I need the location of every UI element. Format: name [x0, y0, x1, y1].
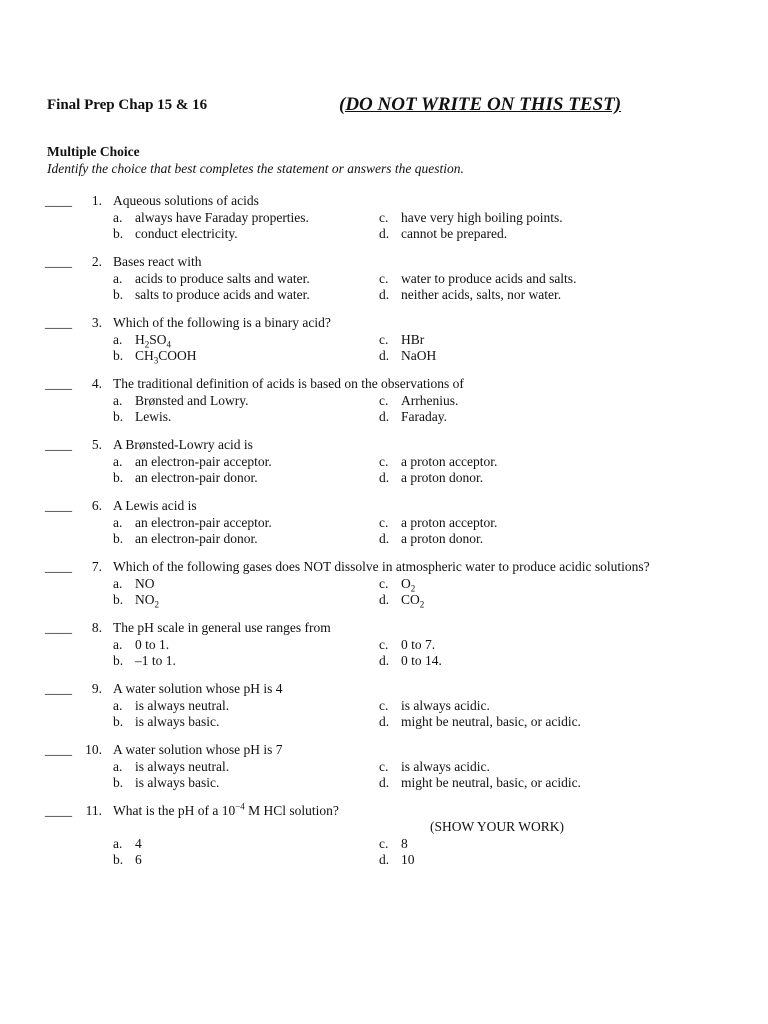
question-number: 3.	[91, 315, 102, 330]
answer-blank: ____	[45, 315, 72, 330]
question-number: 2.	[91, 254, 102, 269]
choice-letter: d.	[379, 470, 390, 485]
choice-text: is always acidic.	[401, 759, 490, 774]
choice-text: always have Faraday properties.	[135, 210, 309, 225]
choice-text: $H_2SO_4$	[135, 332, 172, 350]
choice-letter: b.	[113, 531, 124, 546]
choice-text: an electron-pair acceptor.	[135, 515, 272, 530]
choice-letter: b.	[113, 775, 124, 790]
question-number: 5.	[91, 437, 102, 452]
answer-blank: ____	[45, 376, 72, 391]
choice-text: have very high boiling points.	[401, 210, 563, 225]
choice-text: $NO_2$	[135, 592, 159, 610]
question-text: Which of the following gases does NOT dissolve in atmospheric water to produce acidic solutions?	[113, 559, 650, 574]
choice-letter: c.	[379, 393, 389, 408]
choice-letter: a.	[113, 576, 123, 591]
choice-letter: b.	[113, 653, 124, 668]
choice-letter: d.	[379, 287, 390, 302]
question-number: 4.	[91, 376, 102, 391]
choice-letter: c.	[379, 576, 389, 591]
question-number: 6.	[91, 498, 102, 513]
question-number: 1.	[91, 193, 102, 208]
choice-letter: d.	[379, 409, 390, 424]
choice-text: NaOH	[401, 348, 437, 363]
question-text: Aqueous solutions of acids	[113, 193, 259, 208]
choice-letter: b.	[113, 409, 124, 424]
choice-text: a proton donor.	[401, 470, 484, 485]
choice-text: 4	[135, 836, 142, 851]
choice-text: NO	[135, 576, 155, 591]
choice-text: an electron-pair acceptor.	[135, 454, 272, 469]
choice-letter: d.	[379, 531, 390, 546]
choice-letter: a.	[113, 332, 123, 347]
choice-letter: c.	[379, 210, 389, 225]
choice-text: is always basic.	[135, 775, 220, 790]
page-title: Final Prep Chap 15 & 16	[47, 97, 208, 113]
answer-blank: ____	[45, 559, 72, 574]
question-text: The traditional definition of acids is based on the observations of	[113, 376, 464, 391]
choice-text: might be neutral, basic, or acidic.	[401, 714, 581, 729]
choice-text: 0 to 1.	[135, 637, 170, 652]
choice-letter: a.	[113, 210, 123, 225]
choice-text: 0 to 7.	[401, 637, 436, 652]
question-number: 9.	[91, 681, 102, 696]
choice-text: an electron-pair donor.	[135, 531, 258, 546]
question-number: 7.	[91, 559, 102, 574]
choice-text: a proton acceptor.	[401, 515, 498, 530]
choice-letter: a.	[113, 271, 123, 286]
choice-text: a proton acceptor.	[401, 454, 498, 469]
choice-text: conduct electricity.	[135, 226, 238, 241]
answer-blank: ____	[45, 620, 72, 635]
question-text: Bases react with	[113, 254, 202, 269]
choice-letter: c.	[379, 332, 389, 347]
section-instructions: Identify the choice that best completes the statement or answers the question.	[47, 161, 464, 176]
choice-letter: c.	[379, 454, 389, 469]
question-text: Which of the following is a binary acid?	[113, 315, 331, 330]
question-number: 11.	[85, 803, 102, 818]
question-text: The pH scale in general use ranges from	[113, 620, 331, 635]
choice-text: is always neutral.	[135, 698, 230, 713]
choice-text: neither acids, salts, nor water.	[401, 287, 562, 302]
choice-letter: b.	[113, 470, 124, 485]
question-text: A Brønsted-Lowry acid is	[113, 437, 253, 452]
choice-text: cannot be prepared.	[401, 226, 508, 241]
choice-letter: d.	[379, 775, 390, 790]
question-number: 8.	[91, 620, 102, 635]
answer-blank: ____	[45, 803, 72, 818]
choice-text: a proton donor.	[401, 531, 484, 546]
choice-letter: b.	[113, 226, 124, 241]
question-text: A Lewis acid is	[113, 498, 197, 513]
section-heading: Multiple Choice	[47, 144, 140, 159]
answer-blank: ____	[45, 437, 72, 452]
question-text: A water solution whose pH is 7	[113, 742, 283, 757]
choice-letter: d.	[379, 714, 390, 729]
choice-letter: c.	[379, 271, 389, 286]
warning-heading: (DO NOT WRITE ON THIS TEST)	[339, 94, 622, 115]
question-text: What is the pH of a $10^{-4}$ M HCl solution?	[113, 801, 339, 818]
choice-text: –1 to 1.	[135, 653, 176, 668]
choice-letter: a.	[113, 836, 123, 851]
choice-letter: b.	[113, 714, 124, 729]
choice-text: Brønsted and Lowry.	[135, 393, 249, 408]
choice-letter: c.	[379, 836, 389, 851]
choice-letter: b.	[113, 592, 124, 607]
question-number: 10.	[85, 742, 102, 757]
answer-blank: ____	[45, 254, 72, 269]
choice-letter: c.	[379, 515, 389, 530]
choice-text: Lewis.	[135, 409, 172, 424]
choice-text: an electron-pair donor.	[135, 470, 258, 485]
choice-letter: b.	[113, 348, 124, 363]
choice-text: $O_2$	[401, 576, 416, 594]
choice-letter: b.	[113, 852, 124, 867]
choice-text: 8	[401, 836, 408, 851]
answer-blank: ____	[45, 498, 72, 513]
choice-letter: c.	[379, 637, 389, 652]
choice-letter: d.	[379, 226, 390, 241]
choice-text: 10	[401, 852, 415, 867]
choice-letter: d.	[379, 592, 390, 607]
choice-text: acids to produce salts and water.	[135, 271, 310, 286]
choice-text: water to produce acids and salts.	[401, 271, 577, 286]
choice-text: 0 to 14.	[401, 653, 442, 668]
choice-letter: a.	[113, 759, 123, 774]
choice-text: is always neutral.	[135, 759, 230, 774]
choice-text: 6	[135, 852, 142, 867]
choice-text: salts to produce acids and water.	[135, 287, 310, 302]
choice-letter: d.	[379, 852, 390, 867]
choice-text: HBr	[401, 332, 425, 347]
choice-text: Arrhenius.	[401, 393, 459, 408]
choice-text: is always basic.	[135, 714, 220, 729]
choice-text: $CO_2$	[401, 592, 425, 610]
choice-letter: a.	[113, 393, 123, 408]
choice-letter: a.	[113, 515, 123, 530]
choice-letter: a.	[113, 454, 123, 469]
choice-text: is always acidic.	[401, 698, 490, 713]
answer-blank: ____	[45, 742, 72, 757]
choice-letter: c.	[379, 759, 389, 774]
choice-letter: c.	[379, 698, 389, 713]
choice-letter: a.	[113, 698, 123, 713]
choice-text: Faraday.	[401, 409, 447, 424]
choice-letter: a.	[113, 637, 123, 652]
show-work-note: (SHOW YOUR WORK)	[430, 819, 564, 834]
answer-blank: ____	[45, 681, 72, 696]
choice-letter: b.	[113, 287, 124, 302]
choice-text: $CH_3COOH$	[135, 348, 197, 366]
answer-blank: ____	[45, 193, 72, 208]
question-text: A water solution whose pH is 4	[113, 681, 283, 696]
choice-letter: d.	[379, 348, 390, 363]
choice-letter: d.	[379, 653, 390, 668]
choice-text: might be neutral, basic, or acidic.	[401, 775, 581, 790]
